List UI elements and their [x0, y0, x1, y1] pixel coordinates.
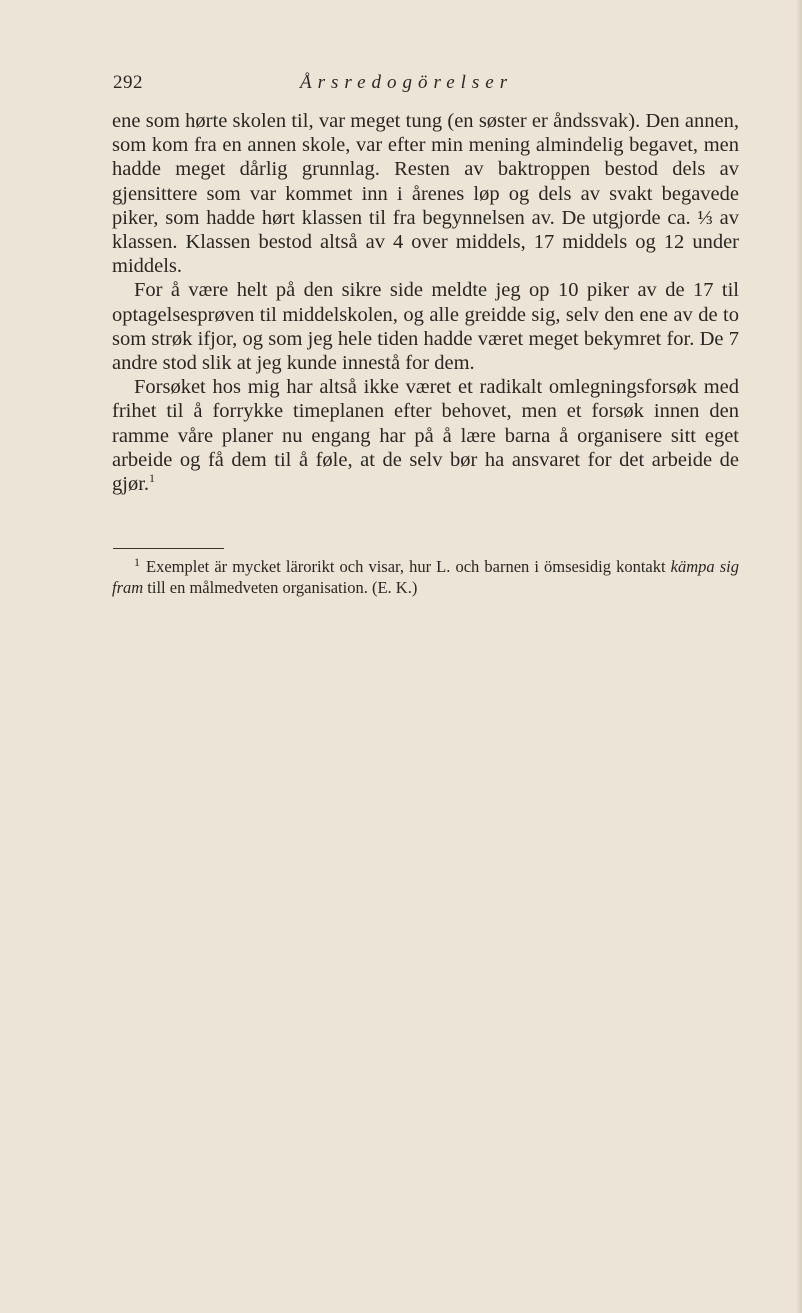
- footnote-text: Exemplet är mycket lärorikt och visar, hur L. och barnen i ömsesidig kontakt: [146, 557, 671, 576]
- page-edge-shadow: [796, 0, 802, 1313]
- footnote-divider: [113, 548, 224, 549]
- body-paragraph: For å være helt på den sikre side meldte jeg op 10 piker av de 17 til optagelsesprøven til middelskolen, og alle greidde sig, selv den ene av de to som strøk ifjor, og som jeg hele tiden hadde været meget bekymret for. De 7 andre stod slik at jeg kunde innestå for dem.: [112, 279, 739, 375]
- footnote-text-end: till en målmedveten organisation. (E. K.): [143, 577, 418, 597]
- page-number: 292: [113, 72, 143, 93]
- body-paragraph: [112, 375, 739, 496]
- footnote-reference: 1: [149, 471, 156, 486]
- body-paragraph: ene som hørte skolen til, var meget tung (en søster er åndssvak). Den annen, som kom fra en annen skole, var efter min mening almindelig begavet, men hadde meget dårlig grunnlag. Resten av baktroppen bestod dels av gjensittere som var kommet inn i årenes løp og dels av svakt begavede piker, som hadde hørt klassen til fra begynnelsen av. De utgjorde ca. ⅓ av klassen. Klassen bestod altså av 4 over middels, 17 middels og 12 under middels.: [112, 110, 739, 278]
- footnote-italic-text: kämpa sig fram: [112, 557, 739, 597]
- footnote-mark: 1: [134, 554, 140, 569]
- running-title: Årsredogörelser: [300, 72, 514, 93]
- footnote-paragraph: [112, 554, 739, 598]
- body-paragraph-text: Forsøket hos mig har altså ikke været et radikalt omlegningsforsøk med frihet til å forrykke timeplanen efter behovet, men et forsøk innen den ramme våre planer nu engang har på å lære barna å organisere sitt eget arbeide og få dem til å føle, at de selv bør ha ansvaret for det arbeide de gjør.: [112, 376, 739, 496]
- footnote: [112, 554, 739, 598]
- body-text: [112, 109, 739, 496]
- page-header: [113, 72, 739, 100]
